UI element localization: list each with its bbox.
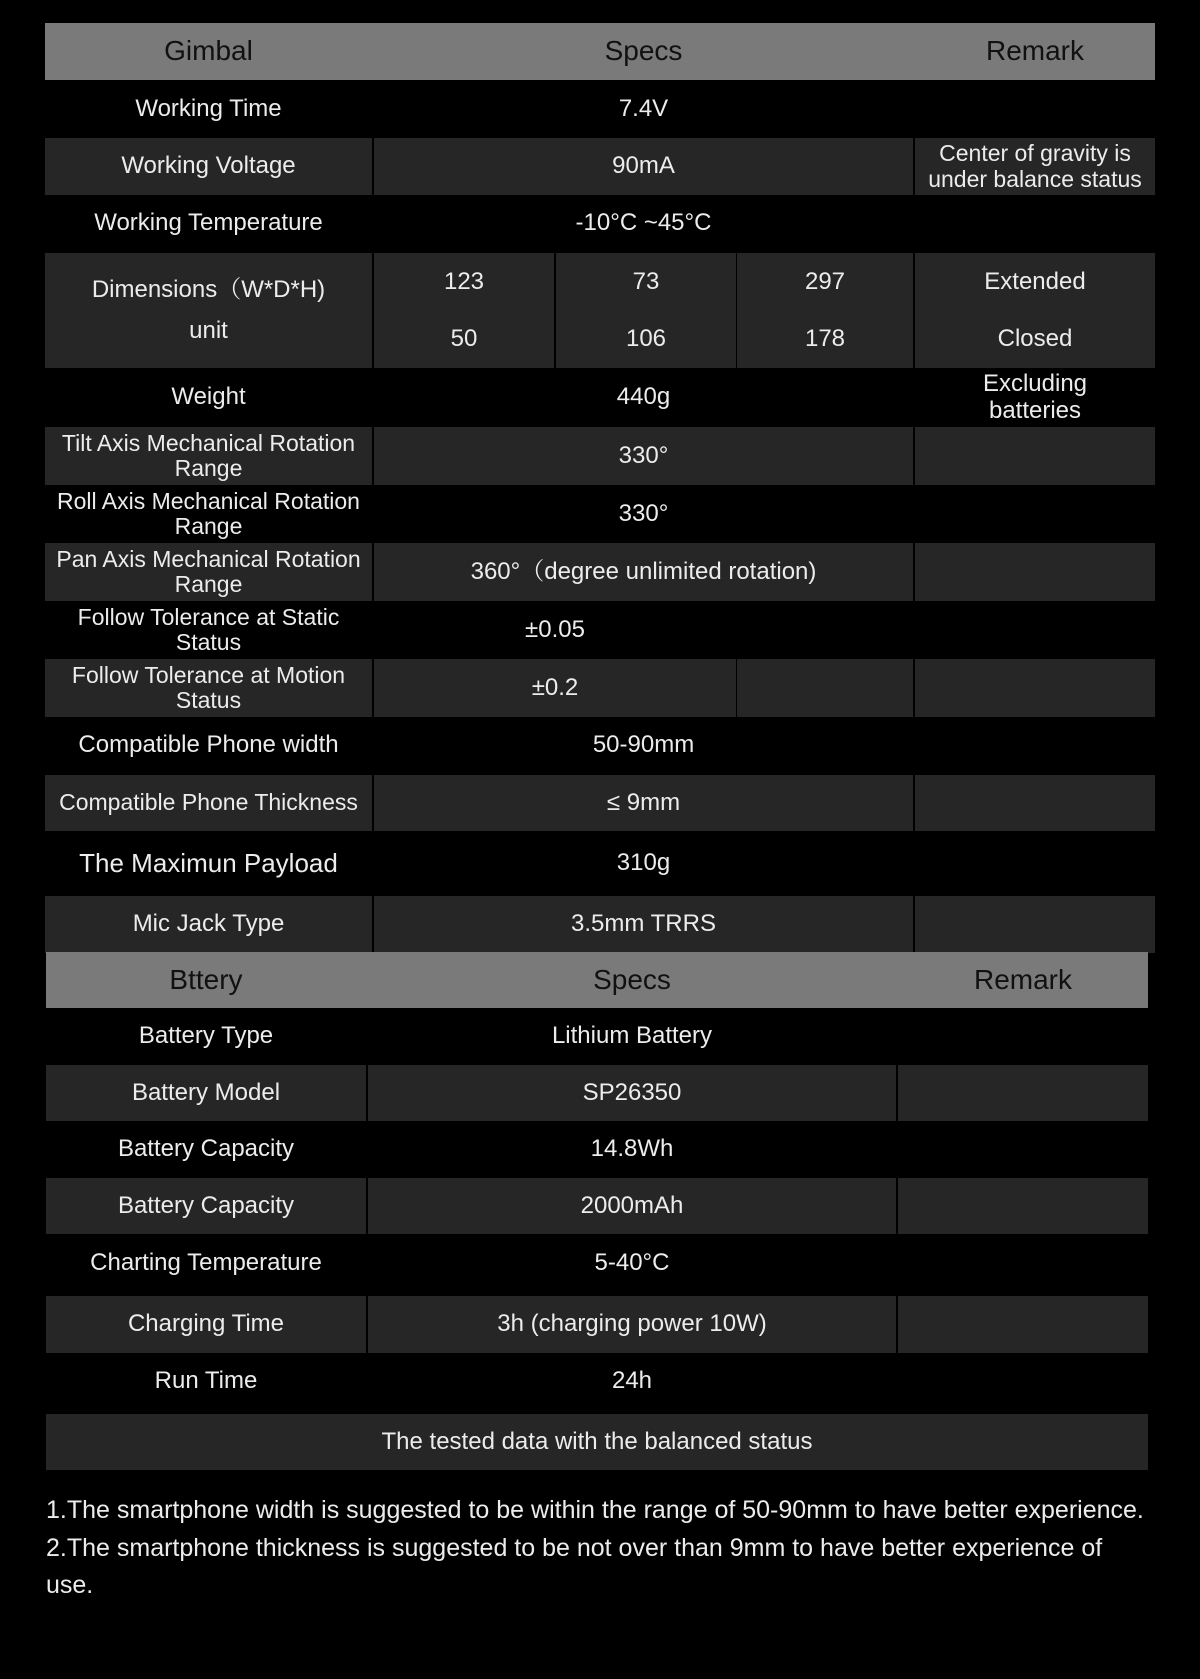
table-row	[45, 543, 1155, 601]
table-row	[45, 775, 1155, 831]
row-value: 7.4V	[618, 95, 669, 123]
table-row	[45, 369, 1155, 426]
row-value: 50-90mm	[592, 731, 695, 759]
row-label	[45, 659, 372, 717]
label-line: Range	[174, 455, 243, 481]
row-remark	[915, 775, 1155, 831]
closed-width: 50	[450, 324, 478, 352]
table-row	[45, 81, 1155, 138]
row-remark	[915, 369, 1155, 426]
row-value: -10°C ~45°C	[575, 209, 712, 237]
row-label: Battery Model	[46, 1065, 366, 1121]
remark-line: Excluding	[982, 370, 1088, 398]
dimension-h-cell	[737, 253, 913, 368]
note-item: 2.The smartphone thickness is suggested to be not over than 9mm to have better experience of use.	[46, 1533, 1103, 1599]
table-row	[46, 1121, 1148, 1177]
row-remark	[915, 138, 1155, 195]
battery-header-remark: Remark	[898, 952, 1148, 1008]
row-value: 440g	[616, 383, 671, 411]
label-line: Tilt Axis Mechanical Rotation	[61, 429, 356, 456]
closed-depth: 106	[625, 324, 667, 352]
table-row	[45, 138, 1155, 195]
row-label	[45, 543, 372, 601]
table-row	[45, 659, 1155, 717]
table-row	[45, 717, 1155, 774]
row-label: Charging Time	[46, 1296, 366, 1353]
dimensions-label: Dimensions（W*D*H)	[91, 276, 326, 304]
gimbal-header-row	[45, 23, 1155, 80]
row-value: 2000mAh	[368, 1178, 896, 1234]
row-label: Working Temperature	[94, 209, 323, 237]
row-label	[45, 601, 372, 659]
row-value: 14.8Wh	[590, 1134, 674, 1162]
row-remark	[915, 659, 1155, 717]
dimensions-unit-label: unit	[189, 316, 228, 344]
row-label	[45, 427, 372, 485]
row-label: Compatible Phone Thickness	[45, 775, 372, 831]
extended-width: 123	[443, 268, 485, 296]
table-row	[45, 195, 1155, 252]
table-row	[45, 831, 1155, 895]
table-row	[46, 1008, 1148, 1065]
row-label: Mic Jack Type	[45, 896, 372, 953]
extended-depth: 73	[632, 268, 660, 296]
table-row	[45, 896, 1155, 953]
row-value: ≤ 9mm	[374, 775, 913, 831]
battery-header-row	[46, 952, 1148, 1008]
row-label: Battery Capacity	[117, 1134, 295, 1162]
row-value: ±0.05	[525, 615, 585, 643]
row-label: Weight	[171, 383, 246, 411]
row-remark	[898, 1065, 1148, 1121]
dimension-d-cell	[556, 253, 736, 368]
table-row	[46, 1353, 1148, 1409]
extended-remark: Extended	[984, 268, 1086, 296]
remark-line: batteries	[988, 396, 1082, 424]
table-row	[45, 485, 1155, 543]
row-remark	[915, 896, 1155, 953]
row-label	[45, 253, 372, 368]
row-label: Battery Capacity	[46, 1178, 366, 1234]
row-value: 24h	[611, 1366, 653, 1394]
row-remark	[915, 427, 1155, 485]
row-label: Battery Type	[138, 1022, 274, 1050]
row-value: ±0.2	[374, 659, 736, 717]
table-row	[46, 1065, 1148, 1121]
row-label: Working Voltage	[45, 138, 372, 195]
gimbal-header-name: Gimbal	[45, 23, 372, 80]
table-row	[45, 427, 1155, 485]
row-label: Charting Temperature	[90, 1248, 322, 1276]
row-value: 3.5mm TRRS	[374, 896, 913, 953]
gimbal-header-specs: Specs	[372, 23, 915, 80]
row-label	[45, 485, 372, 543]
table-row-dimensions	[45, 253, 1155, 368]
row-remark	[915, 543, 1155, 601]
row-value: 330°	[618, 499, 669, 527]
table-row	[45, 601, 1155, 659]
row-value: 330°	[374, 427, 913, 485]
label-line: Status	[175, 687, 242, 713]
row-value: Lithium Battery	[551, 1022, 713, 1050]
row-value: 3h (charging power 10W)	[368, 1296, 896, 1353]
label-line: Status	[175, 629, 242, 655]
row-remark	[898, 1178, 1148, 1234]
row-value: SP26350	[368, 1065, 896, 1121]
label-line: Follow Tolerance at Motion	[71, 661, 346, 688]
table-row	[46, 1178, 1148, 1234]
label-line: Pan Axis Mechanical Rotation	[56, 545, 361, 572]
dimension-remark-cell	[915, 253, 1155, 368]
footer-note: The tested data with the balanced status	[46, 1414, 1148, 1470]
row-label: Working Time	[135, 95, 282, 123]
row-value: 310g	[616, 848, 671, 876]
row-remark	[898, 1296, 1148, 1353]
row-empty-cell	[737, 659, 913, 717]
label-line: Range	[174, 513, 243, 539]
battery-header-specs: Specs	[366, 952, 898, 1008]
battery-footer-row	[46, 1414, 1148, 1470]
row-value: 5-40°C	[594, 1248, 670, 1276]
label-line: Range	[174, 571, 243, 597]
remark-line: Center of gravity is	[939, 140, 1131, 167]
row-label: Compatible Phone width	[78, 731, 339, 759]
row-value: 90mA	[374, 138, 913, 195]
dimension-w-cell	[374, 253, 554, 368]
battery-header-name: Bttery	[46, 952, 366, 1008]
closed-height: 178	[804, 324, 846, 352]
table-row	[46, 1234, 1148, 1292]
remark-line: under balance status	[928, 165, 1142, 192]
usage-notes	[46, 1492, 1156, 1605]
table-row	[46, 1296, 1148, 1353]
row-label: Run Time	[154, 1366, 258, 1394]
extended-height: 297	[804, 268, 846, 296]
label-line: Roll Axis Mechanical Rotation	[57, 487, 360, 514]
row-label: The Maximun Payload	[79, 847, 338, 878]
gimbal-header-remark: Remark	[915, 23, 1155, 80]
gimbal-spec-table	[45, 23, 1155, 953]
label-line: Follow Tolerance at Static	[77, 603, 340, 630]
row-value: 360°（degree unlimited rotation)	[374, 543, 913, 601]
note-item: 1.The smartphone width is suggested to be within the range of 50-90mm to have better experience.	[46, 1496, 1144, 1524]
closed-remark: Closed	[997, 324, 1073, 352]
battery-spec-table	[46, 952, 1148, 1470]
